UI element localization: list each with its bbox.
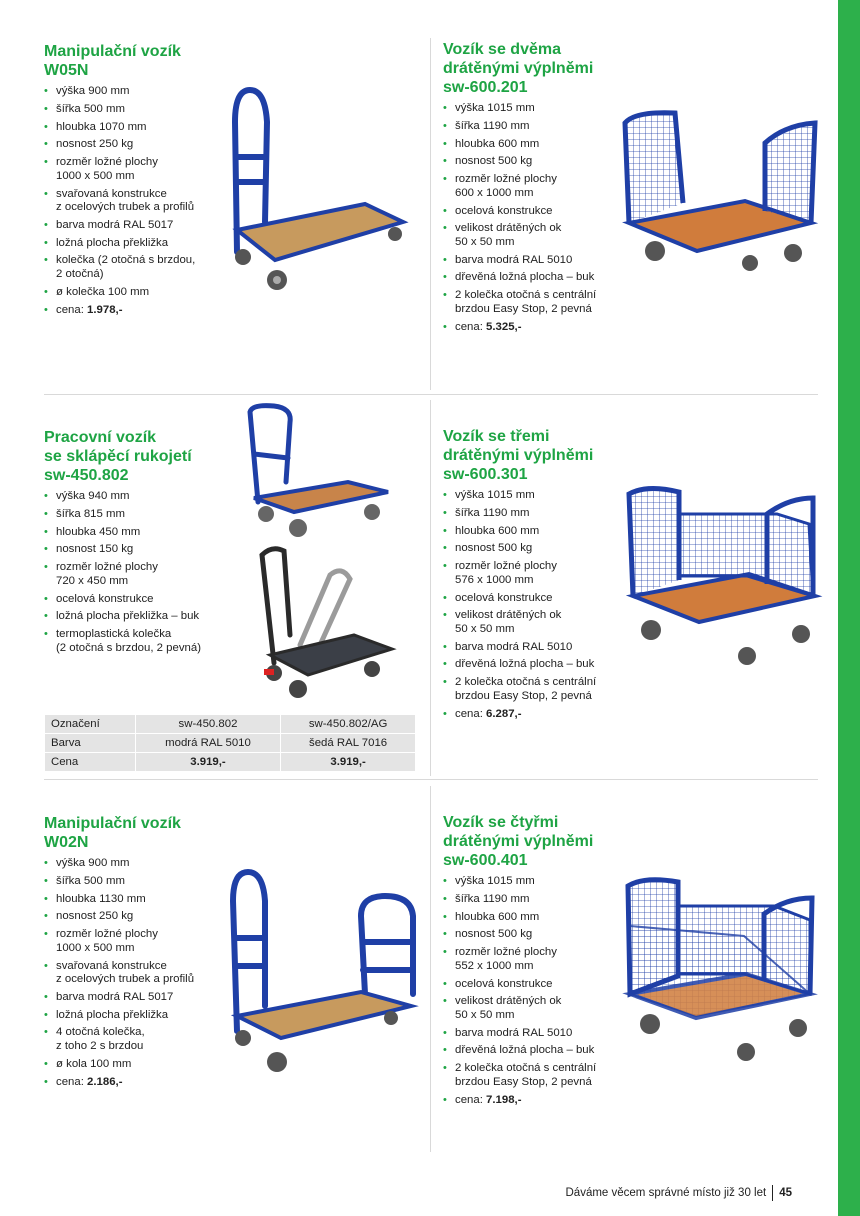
column-divider [430,786,431,1152]
page-footer [566,1185,793,1201]
spec-item: • ložná plocha překližka – buk [44,610,234,624]
row-divider [44,394,818,395]
product-title-line: Vozík se dvěma [443,41,561,58]
product-title [44,814,214,852]
table-cell: sw-450.802 [136,715,280,733]
product-title-line: drátěnými výplněmi [443,60,594,77]
price-value: 7.198,- [486,1093,522,1106]
spec-item: • hloubka 450 mm [44,526,234,540]
spec-item: • výška 900 mm [44,857,214,871]
spec-item: • rozměr ložné plochy 720 x 450 mm [44,561,234,588]
footer-separator [772,1185,773,1201]
product-title-line: Manipulační vozík [44,815,181,832]
spec-list [44,85,214,317]
spec-item: • rozměr ložné plochy 552 x 1000 mm [443,946,613,973]
spec-item: • ocelová konstrukce [443,592,613,606]
spec-item: • hloubka 600 mm [443,911,613,925]
price-value: 1.978,- [87,303,123,316]
spec-item: • barva modrá RAL 5017 [44,219,214,233]
table-row [45,753,415,771]
spec-item: • kolečka (2 otočná s brzdou, 2 otočná) [44,254,214,281]
spec-item: • barva modrá RAL 5010 [443,254,613,268]
spec-item: • nosnost 500 kg [443,542,613,556]
sw-450-802-grey-trolley-image [250,545,400,700]
spec-item: • velikost drátěných ok 50 x 50 mm [443,995,613,1022]
price-item [443,321,613,335]
table-cell: sw-450.802/AG [281,715,415,733]
spec-item: • hloubka 1130 mm [44,893,214,907]
product-title-line: W05N [44,62,89,79]
spec-item: • nosnost 250 kg [44,138,214,152]
spec-list [443,875,613,1107]
spec-item: • výška 1015 mm [443,489,613,503]
spec-item: • nosnost 250 kg [44,910,214,924]
spec-item: • svařovaná konstrukce z ocelových trubek a profilů [44,188,214,215]
page-edge-accent-bar [838,0,860,1216]
price-item [44,304,214,318]
spec-item: • výška 940 mm [44,490,234,504]
spec-item: • barva modrá RAL 5017 [44,991,214,1005]
spec-item: • šířka 1190 mm [443,893,613,907]
spec-item: • termoplastická kolečka (2 otočná s brzdou, 2 pevná) [44,628,234,655]
spec-item: • dřevěná ložná plocha – buk [443,271,613,285]
spec-item: • 4 otočná kolečka, z toho 2 s brzdou [44,1026,214,1053]
product-title-line: sw-600.301 [443,466,528,483]
table-cell: šedá RAL 7016 [281,734,415,752]
variant-table [44,714,416,772]
price-item [44,1076,214,1090]
product-title-line: drátěnými výplněmi [443,447,594,464]
spec-item: • šířka 815 mm [44,508,234,522]
spec-item: • ložná plocha překližka [44,1009,214,1023]
table-cell: Barva [45,734,135,752]
spec-list [44,857,214,1089]
product-title [44,428,234,485]
price-value: 5.325,- [486,320,522,333]
spec-item: • rozměr ložné plochy 600 x 1000 mm [443,173,613,200]
spec-item: • barva modrá RAL 5010 [443,641,613,655]
spec-item: • ocelová konstrukce [443,978,613,992]
table-cell: 3.919,- [281,753,415,771]
product-title-line: sw-600.401 [443,852,528,869]
spec-item: • svařovaná konstrukce z ocelových trubek a profilů [44,960,214,987]
spec-item: • šířka 1190 mm [443,120,613,134]
spec-item: • šířka 500 mm [44,103,214,117]
price-value: 6.287,- [486,707,522,720]
product-sw-600-201 [443,40,613,338]
product-title [44,42,214,80]
spec-item: • výška 1015 mm [443,102,613,116]
spec-item: • 2 kolečka otočná s centrální brzdou Easy Stop, 2 pevná [443,289,613,316]
spec-item: • ocelová konstrukce [443,205,613,219]
spec-item: • hloubka 1070 mm [44,121,214,135]
product-w02n [44,814,214,1093]
sw-600-301-trolley-image [617,484,827,669]
product-title-line: Manipulační vozík [44,43,181,60]
column-divider [430,400,431,776]
price-item [443,708,613,722]
product-title-line: sw-600.201 [443,79,528,96]
spec-item: • šířka 500 mm [44,875,214,889]
sw-600-401-trolley-image [614,876,824,1066]
table-cell: 3.919,- [136,753,280,771]
w02n-trolley-image [215,866,420,1076]
product-title [443,427,613,484]
table-cell: Cena [45,753,135,771]
product-title-line: drátěnými výplněmi [443,833,594,850]
table-row [45,734,415,752]
page-number: 45 [779,1187,792,1200]
spec-item: • 2 kolečka otočná s centrální brzdou Easy Stop, 2 pevná [443,676,613,703]
spec-item: • rozměr ložné plochy 1000 x 500 mm [44,156,214,183]
spec-list [44,490,234,655]
product-title [443,40,613,97]
price-value: 2.186,- [87,1075,123,1088]
product-title [443,813,613,870]
w05n-trolley-image [215,82,415,297]
spec-item: • velikost drátěných ok 50 x 50 mm [443,609,613,636]
product-sw-450-802 [44,428,234,659]
table-row [45,715,415,733]
spec-item: • velikost drátěných ok 50 x 50 mm [443,222,613,249]
price-label: cena: [455,1093,487,1106]
product-sw-600-401 [443,813,613,1111]
footer-slogan: Dáváme věcem správné místo již 30 let [565,1187,767,1200]
spec-item: • ø kolečka 100 mm [44,286,214,300]
spec-item: • nosnost 500 kg [443,928,613,942]
price-label: cena: [56,1075,88,1088]
sw-450-802-blue-trolley-image [244,402,394,542]
spec-item: • 2 kolečka otočná s centrální brzdou Easy Stop, 2 pevná [443,1062,613,1089]
spec-item: • barva modrá RAL 5010 [443,1027,613,1041]
price-label: cena: [56,303,88,316]
spec-list [443,489,613,721]
price-item [443,1094,613,1108]
spec-item: • rozměr ložné plochy 576 x 1000 mm [443,560,613,587]
spec-item: • hloubka 600 mm [443,525,613,539]
product-title-line: se sklápěcí rukojetí [44,448,192,465]
spec-list [443,102,613,334]
product-title-line: sw-450.802 [44,467,129,484]
spec-item: • ložná plocha překližka [44,237,214,251]
product-title-line: Vozík se třemi [443,428,550,445]
spec-item: • nosnost 500 kg [443,155,613,169]
sw-600-201-trolley-image [615,103,825,271]
spec-item: • nosnost 150 kg [44,543,234,557]
row-divider [44,779,818,780]
product-title-line: Pracovní vozík [44,429,157,446]
product-title-line: W02N [44,834,89,851]
spec-item: • ø kola 100 mm [44,1058,214,1072]
price-label: cena: [455,320,487,333]
product-w05n [44,42,214,321]
product-sw-600-301 [443,427,613,725]
table-cell: Označení [45,715,135,733]
spec-item: • hloubka 600 mm [443,138,613,152]
spec-item: • dřevěná ložná plocha – buk [443,1044,613,1058]
spec-item: • rozměr ložné plochy 1000 x 500 mm [44,928,214,955]
price-label: cena: [455,707,487,720]
spec-item: • šířka 1190 mm [443,507,613,521]
column-divider [430,38,431,390]
table-cell: modrá RAL 5010 [136,734,280,752]
spec-item: • výška 1015 mm [443,875,613,889]
product-title-line: Vozík se čtyřmi [443,814,559,831]
spec-item: • výška 900 mm [44,85,214,99]
spec-item: • dřevěná ložná plocha – buk [443,658,613,672]
spec-item: • ocelová konstrukce [44,593,234,607]
